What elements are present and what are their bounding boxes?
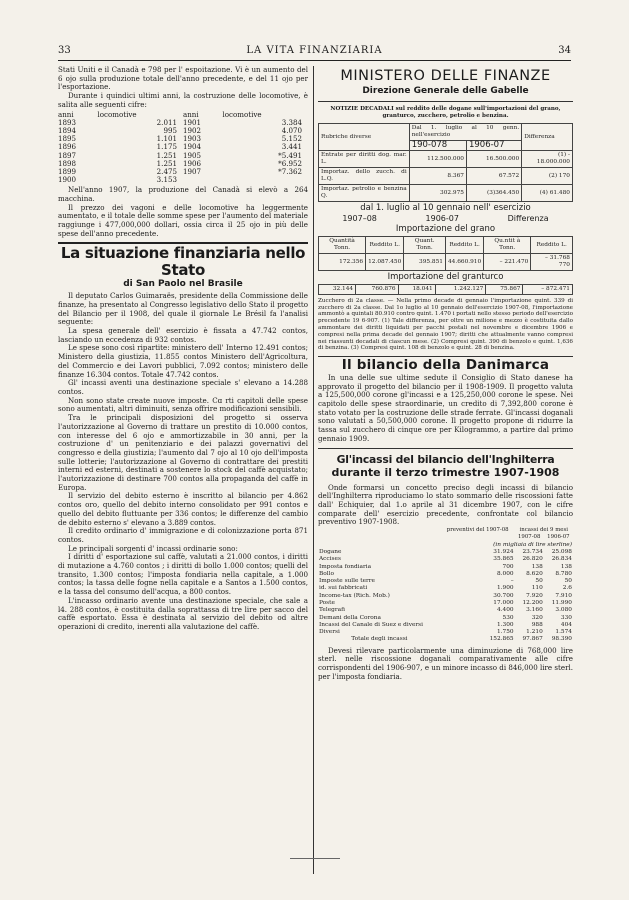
table-cell: 1.101 [156,134,177,144]
table-cell: 1.242.127 [435,284,486,294]
table-row [318,607,573,614]
page-number-right: 34 [558,45,571,56]
table-cell: 1903 [182,134,202,144]
paragraph: In una delle sue ultime sedute il Consiglio di Stato danese ha approvato il progetto del bilancio per il 1908-1909. Il progetto valuta a 125,500,000 corone gl'incassi e a 125,250,000 corone le spese. Nei capitolo delle spese straordinarie, un credito di 7,392,800 corone è stato votato per la costruzione delle strade ferrate. Gl'incassi doganali sono valutati a 50,500,000 corone. Il progetto propone di ridurre la tassa sul zucchero di cinque ore per Kilogrammo, a partire dal primo gennaio 1909. [318,372,573,443]
table-header [318,527,573,534]
table-cell: 35.865 [493,556,514,563]
table-cell: Entrate per diritti dog. mar. L. [319,151,410,168]
table-cell: 4.400 [496,607,514,614]
table-header-cell: Quant. Tonn. [404,237,446,254]
table-cell: *6.952 [278,158,302,168]
table-row [318,600,573,607]
table-cell: 1896 [58,142,77,152]
customs-table [318,123,573,202]
table-cell: 138 [560,563,572,570]
right-column [318,66,573,682]
table-cell: Bollo [319,570,334,577]
table-caption: NOTIZIE DECADALI sul reddito delle dogane sull'importazioni del grano, granturco, zucchero, petrolio e benzina. [330,106,561,119]
table-row [319,185,573,202]
paragraph: Le spese sono così ripartite: ministero dell' Interno 12.491 contos; Ministero della giustizia, 11.855 contos Ministero dell'Agricoltura, del Commercio e dei Lavori pubblici, 7.092 contos; ministero delle finanze 16.304 contos. Totale 47.742 contos. [58,343,308,379]
table-cell: 2.6 [562,585,572,592]
table-cell: 1894 [58,125,77,135]
article-title: La situazione finanziaria nello Stato [60,243,306,279]
table-cell: 2.011 [156,117,177,127]
table-cell [222,176,308,184]
table-header-cell: incassi dei 9 mesi [519,527,568,534]
table-cell: 1898 [58,158,77,168]
paragraph: Il deputato Carlos Guimaraës, presidente della Commissione delle finanze, ha presentato al Congresso legislativo dello Stato il progetto del Bilancio per il 1908, del quale il giornale Le Brésil fa l'analisi seguente: [58,291,308,327]
table-cell: – 31.768 770 [531,254,573,271]
table-cell: 1906 [182,158,202,168]
table-cell: 2.475 [156,166,177,176]
table-cell: 152.865 [489,636,514,643]
paragraph: Durante i quindici ultimi anni, la costruzione delle locomotive, è salita alle seguenti cifre: [58,91,308,109]
table-row [318,571,573,578]
table-cell: 12.087.450 [366,254,404,271]
table-cell: 17.000 [493,600,514,606]
table-cell: – 872.471 [523,284,573,294]
table-cell: – 221.470 [484,254,531,271]
table-cell: Totale degli incassi [351,636,408,643]
year-headings [318,215,573,224]
table-cell: 26.820 [522,556,543,563]
article-subtitle: di San Paolo nel Brasile [123,278,243,289]
section-rule [318,101,573,102]
table-header [318,534,573,541]
table-cell: 30.700 [493,592,514,599]
table-cell: 395.851 [404,254,446,271]
article-title: Gl'incassi del bilancio dell'Inghilterra [336,452,555,466]
table-row [318,549,573,556]
table-cell: Diversi [319,629,340,636]
table-cell: *5.491 [278,150,302,160]
paragraph: Stati Uniti e il Canadà e 798 per l' espoitazione. Vi è un aumento del 6 ojo sulla produzione totale dell'anno precedente, e del 11 ojo per l'esportazione. [58,65,308,92]
table-cell: Imposte sulle terre [319,578,375,585]
table-cell: (2) 170 [522,168,573,185]
table-cell: 330 [560,614,572,621]
table-cell: 1.300 [496,621,514,628]
table-cell: 7.920 [526,592,543,599]
table-cell: 760.876 [356,284,399,294]
table-cell: 1900 [58,175,77,185]
table-cell: 3.160 [526,607,543,614]
table-cell: Accises [319,556,341,563]
table-cell: 3.153 [156,175,177,185]
table-cell: 530 [502,614,514,621]
table-header-cell: Rubriche diverse [319,124,410,151]
table-header-cell: locomotive [97,109,137,119]
paragraph: Le principali sorgenti d' incassi ordinarie sono: [68,543,238,553]
table-cell: 4.070 [281,125,302,135]
table-row [319,151,573,168]
table-cell: 1899 [58,166,77,176]
paragraph: Il prezzo dei vagoni e delle locomotive ha leggermente aumentato, e il totale delle somme spese per l'aumento del materiale raggiunge i 477,000,000 dollari, ossia circa il 25 ojo in più delle spese dell'anno precedente. [58,202,308,238]
table-header-cell: anni [58,109,74,119]
table-cell: 23.734 [522,548,543,555]
table-header-cell: Reddito L. [531,237,573,254]
column-divider [313,66,314,874]
table-cell: 1901 [182,117,202,127]
table-cell: 302.975 [409,185,466,202]
footnotes: Zucchero di 2a classe. — Nella primo decade di gennaio l'importazione quint. 339 di zucchero di 2a classe. Dal 1o luglio al 10 gennaio dell'esercizio 1907-08, l'importazione ammontò a quintali 80.910 contro quint. 1.470 i portati nello stesso periodo dell'esercizio precedente 19 6-907. (1) Tale differenza, per oltre un milione e mezzo è costituita dallo ammontare dei diritti liquidati per pacchi postali nel novembre e dicembre 1906 e compresi nella prima decade del gennaio 1907; diritti che attualmente vanno compresi nei riassunti decadali di ciascun mese. (2) Compresi quint. 390 di benzolo e quint. 1,636 di benzina. (3) Compresi quint. 108 di benzolo e quint. 28 di benzina. [318,297,573,352]
table-row [319,168,573,185]
table-cell: 18.041 [398,284,435,294]
table-cell: 7.910 [555,592,572,599]
table-cell: *7.362 [278,166,302,176]
table-cell: (4) 61.480 [522,185,573,202]
table-row [318,615,573,622]
paragraph: Onde formarsi un concetto preciso degli incassi di bilancio dell'Inghilterra riproduciamo lo stato sommario delle riscossioni fatte dall' Echiquier, dal 1.o aprile al 31 dicembre 1907, con le cifre comparate dell' esercizio precedente, confrontate col bilancio preventivo 1907-1908. [318,482,573,527]
period-heading: dal 1. luglio al 10 gennaio nell' esercizio [360,203,531,213]
table-cell: 32.144 [319,284,356,294]
paragraph: Gl' incassi aventi una destinazione speciale s' elevano a 14.288 contos. [58,378,308,396]
table-cell: (3)364.450 [466,185,521,202]
table-cell: 988 [531,621,543,628]
table-cell: 1907 [182,166,202,176]
table-cell: 3.441 [281,142,302,152]
table-row [318,585,573,592]
article-subtitle: durante il terzo trimestre 1907-1908 [331,465,560,479]
table-cell: 1.574 [555,629,572,636]
table-cell: Telegrafi [319,607,345,614]
left-column [58,66,308,632]
table-total-row [318,636,573,643]
paragraph: Il servizio del debito esterno è inscritto al bilancio per 4.862 contos oro, quello del debito interno consolidato per 991 contos e quello del debito fluttuante per 336 contos; le differenze del cambio de debito esterno s' elevano a 3.889 contos. [58,491,308,527]
table-cell: 1897 [58,150,77,160]
paragraph: I diritti d' esportazione sul caffè, valutati a 21.000 contos, i diritti di mutazione a 4.760 contos ; i diritti di bollo 1.000 contos; quelli del transito, 1.300 contos; l'imposta fondiaria nella capitale, a 1.000 contos; la tassa delle fogne nella capitale e a Santos a 1.500 contos, e la tassa del consumo dell'acqua, a 800 contos. [58,552,308,597]
table-row [318,564,573,571]
table-cell: 995 [163,125,177,135]
locomotive-table [58,111,308,185]
table-header-cell: Reddito L. [445,237,483,254]
footer-rule [290,858,340,859]
table-cell: 1905 [182,150,202,160]
england-revenue-table [318,527,573,644]
table-cell: 98.390 [551,636,572,643]
table-cell: 1.251 [156,158,177,168]
table-row [318,593,573,600]
table-cell: 44.660.910 [445,254,483,271]
table-cell: Imposta fondiaria [319,563,372,570]
ministry-title: MINISTERO DELLE FINANZE [340,68,551,84]
table-cell: 12.200 [522,600,543,606]
table-cell: 8.780 [555,570,572,577]
table-header-cell: 1906-07 [547,534,570,541]
table-cell: (1) - 18.000.000 [522,151,573,168]
table-cell: 172.356 [319,254,366,271]
table-cell: 31.924 [493,548,514,555]
table-header-cell: Quantità Tonn. [319,237,366,254]
ministry-subtitle: Direzione Generale delle Gabelle [362,86,529,96]
table-cell: 3.080 [555,607,572,614]
table-section-title: Importazione del granturco [387,272,504,283]
table-cell: Poste [319,600,335,606]
paragraph: Non sono state create nuove imposte. Cɑ rti capitoli delle spese sono aumentati, altri diminuiti, senza offrire modificazioni sensibili. [58,395,308,414]
table-header-cell: 1907-08 [517,534,541,541]
table-cell: 8.367 [409,168,466,185]
table-header-cell: 1906-07 [466,141,521,151]
table-cell: Demani della Corona [319,614,381,621]
year-label: 1906-07 [425,213,459,223]
table-cell: Importaz. petrolio e benzina Q. [319,185,410,202]
table-cell: 112.500.000 [409,151,466,168]
table-header-cell: anni [182,109,199,119]
table-header-cell: preventivi del 1907-08 [446,527,509,534]
table-cell: 11.990 [551,600,572,606]
table-cell [183,176,222,184]
running-header [58,45,571,61]
table-row [318,556,573,563]
table-cell: 1.210 [526,629,543,636]
table-cell: Incassi del Canale di Suez e diversi [319,621,424,628]
table-header-cell: Reddito L. [366,237,404,254]
paragraph: Nell'anno 1907, la produzione del Canadà si elevò a 264 macchina. [58,185,308,204]
year-label: Differenza [507,213,549,223]
grain-table [318,236,573,271]
table-cell: 1893 [58,117,77,127]
table-cell: 50 [564,578,572,585]
table-cell: 75.867 [486,284,523,294]
table-row [58,168,308,176]
table-cell: 16.500.000 [466,151,521,168]
table-cell: 404 [560,621,572,628]
table-cell: 50 [535,578,543,585]
table-cell: 25.098 [551,548,572,555]
table-cell: 67.572 [466,168,521,185]
table-cell: 320 [531,614,543,621]
table-row [58,176,308,184]
table-cell: 26.834 [551,556,572,563]
table-cell: 8.620 [526,570,543,577]
table-cell: 3.384 [281,117,302,127]
corn-table [318,284,573,295]
table-unit: (in migliaia di lire sterline) [493,541,572,548]
table-cell: – [510,578,514,585]
section-rule [318,448,573,449]
paragraph: L'incasso ordinario avente una destinazione speciale, che sale a l4. 288 contos, è costituita dalla soprattassa di tre lire per sacco del caffè esportato. Essa è destinata al servizio del debito od altre operazioni di credito, inerenti alla valutazione del caffè. [58,595,308,631]
table-cell: 138 [531,563,543,570]
table-cell: 1.175 [156,142,177,152]
table-cell: Importaz. dello zucch. di L.Q. [319,168,410,185]
paragraph: Tra le principali disposizioni del progetto si osserva l'autorizzazione al Governo di trattare un prestito di 10.000 contos, con interesse del 6 ojo e ammortizzabile in 30 anni, per la costruzione d' un penitenziario e dei palazzi governativi del congresso e della giustizia; l'aumento dal 7 ojo al 10 ojo dell'imposta sulle lotterie; l'autorizzazione al Governo di contrattare dei prestiti interni ed esterni, destinati a sostenere lo stock del caffè acquistato; l'autorizzazione di destinare 700 contos alla propaganda del caffè in Europa. [58,413,308,492]
table-cell: 97.867 [522,636,543,643]
table-cell: 1.900 [496,585,514,592]
table-header-cell: locomotive [222,109,262,119]
table-row [318,629,573,636]
paragraph: La spesa generale dell' esercizio è fissata a 47.742 contos, lasciando un eccedenza di 932 contos. [58,326,308,344]
table-cell: 1.251 [156,150,177,160]
table-header-cell: 190-078 [409,141,466,151]
table-row [318,622,573,629]
table-cell: id. sui fabbricati [319,585,368,592]
table-cell: 700 [502,563,514,570]
table-cell: 110 [531,585,543,592]
table-cell: 1.750 [496,629,514,636]
article-title: Il bilancio della Danimarca [341,357,550,374]
table-cell: 8.000 [496,570,514,577]
table-header-cell: Differenza [522,124,573,151]
page-number-left: 33 [58,45,71,56]
journal-title: LA VITA FINANZIARIA [246,45,383,56]
table-cell: 1895 [58,134,77,144]
header-rule [58,60,571,61]
year-label: 1907–08 [342,213,377,223]
table-cell: 1904 [182,142,202,152]
table-header-cell: Dal 1. luglio al 10 genn. nell'esercizio [409,124,521,141]
paragraph: Il credito ordinario d' immigrazione e di colonizzazione porta 871 contos. [58,526,308,544]
table-cell: 1902 [182,125,202,135]
paragraph: Devesi rilevare particolarmente una diminuzione di 768,000 lire sterl. nelle riscossione doganali comparativamente alle cifre corrispondenti del 1906-907, e un minore incasso di 846,000 lire sterl. per l'imposta fondiaria. [318,645,573,681]
table-section-title: Importazione del grano [395,224,496,235]
table-cell: Dogane [319,548,342,555]
table-cell: 5.152 [281,134,302,144]
table-row [318,578,573,585]
table-cell: Income-tax (Rich. Mob.) [319,592,390,599]
table-header-cell: Qu.ntit à Tonn. [484,237,531,254]
